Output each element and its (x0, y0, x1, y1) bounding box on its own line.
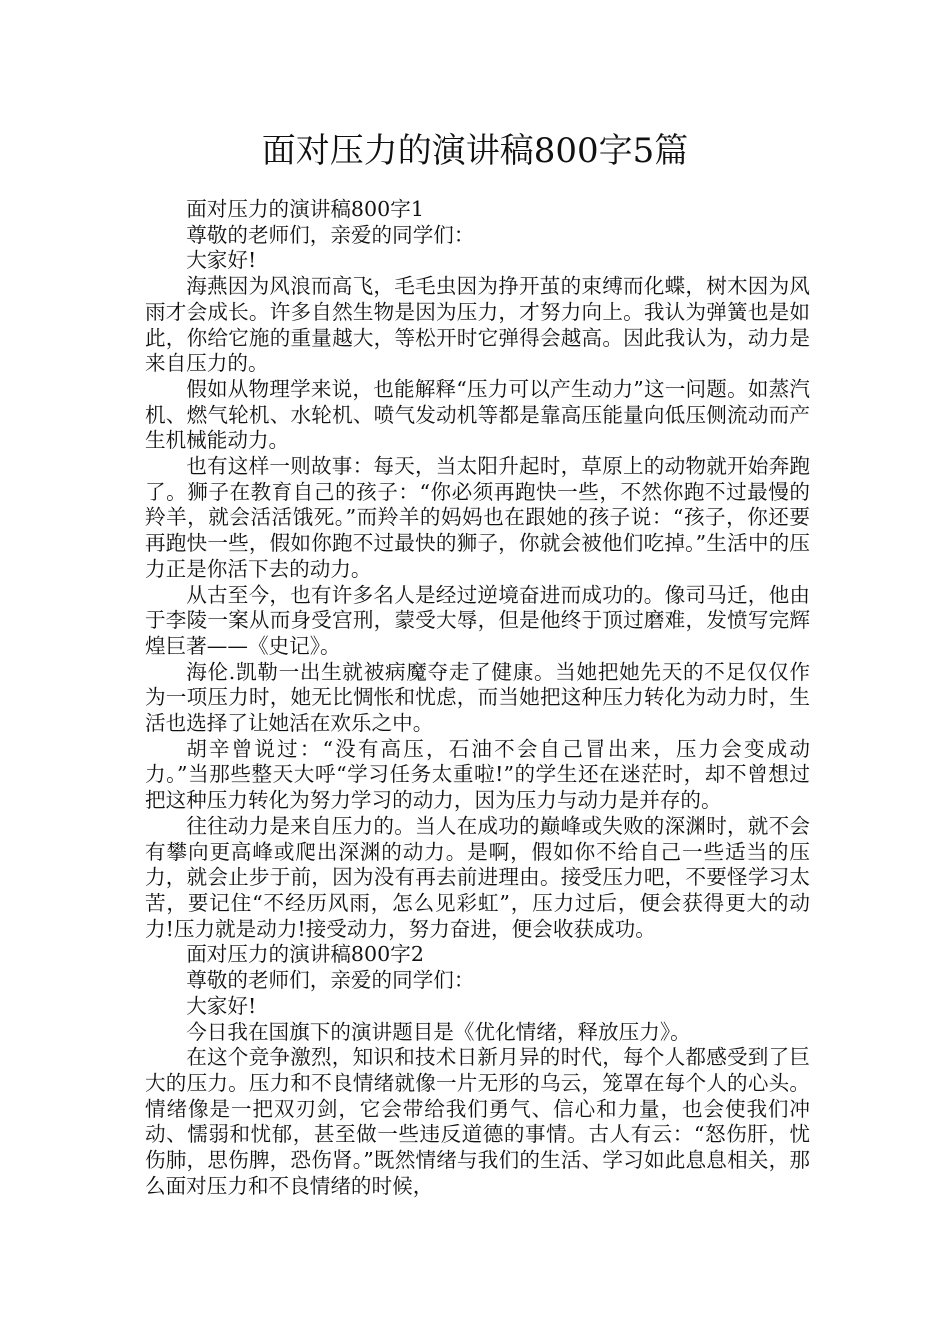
paragraph: 海伦.凯勒一出生就被病魔夺走了健康。当她把她先天的不足仅仅作为一项压力时，她无比惆怅和忧虑，而当她把这种压力转化为动力时，生活也选择了让她活在欢乐之中。 (145, 659, 810, 736)
paragraph: 大家好! (186, 993, 257, 1018)
paragraph: 也有这样一则故事：每天，当太阳升起时，草原上的动物就开始奔跑了。狮子在教育自己的孩子：“你必须再跑快一些，不然你跑不过最慢的羚羊，就会活活饿死。”而羚羊的妈妈也在跟她的孩子说：“孩子，你还要再跑快一些，假如你跑不过最快的狮子，你就会被他们吃掉。”生活中的压力正是你活下去的动力。 (145, 454, 810, 581)
paragraph: 从古至今，也有许多名人是经过逆境奋进而成功的。像司马迁，他由于李陵一案从而身受宫刑，蒙受大辱，但是他终于顶过磨难，发愤写完辉煌巨著——《史记》。 (145, 582, 810, 658)
paragraph: 胡辛曾说过：“没有高压，石油不会自己冒出来，压力会变成动力。”当那些整天大呼“学习任务太重啦!”的学生还在迷茫时，却不曾想过把这种压力转化为努力学习的动力，因为压力与动力是并存的。 (145, 736, 810, 813)
paragraph: 尊敬的老师们，亲爱的同学们： (186, 222, 475, 247)
paragraph: 尊敬的老师们，亲爱的同学们： (186, 968, 475, 993)
document-title: 面对压力的演讲稿800字5篇 (261, 131, 689, 171)
paragraph: 面对压力的演讲稿800字2 (186, 942, 424, 967)
paragraph: 海燕因为风浪而高飞，毛毛虫因为挣开茧的束缚而化蝶，树木因为风雨才会成长。许多自然生物是因为压力，才努力向上。我认为弹簧也是如此，你给它施的重量越大，等松开时它弹得会越高。因此我认为，动力是来自压力的。 (145, 274, 810, 376)
paragraph: 大家好! (186, 248, 257, 273)
paragraph: 今日我在国旗下的演讲题目是《优化情绪，释放压力》。 (186, 1019, 691, 1044)
paragraph: 往往动力是来自压力的。当人在成功的巅峰或失败的深渊时，就不会有攀向更高峰或爬出深渊的动力。是啊，假如你不给自己一些适当的压力，就会止步于前，因为没有再去前进理由。接受压力吧，不要怪学习太苦，要记住“不经历风雨，怎么见彩虹”，压力过后，便会获得更大的动力!压力就是动力!接受动力，努力奋进，便会收获成功。 (145, 813, 810, 941)
document-body (145, 197, 810, 1199)
paragraph: 面对压力的演讲稿800字1 (186, 197, 424, 221)
paragraph: 假如从物理学来说，也能解释“压力可以产生动力”这一问题。如蒸汽机、燃气轮机、水轮机、喷气发动机等都是靠高压能量向低压侧流动而产生机械能动力。 (145, 376, 810, 453)
paragraph: 在这个竞争激烈，知识和技术日新月异的时代，每个人都感受到了巨大的压力。压力和不良情绪就像一片无形的乌云，笼罩在每个人的心头。情绪像是一把双刃剑，它会带给我们勇气、信心和力量，也会使我们冲动、懦弱和忧郁，甚至做一些违反道德的事情。古人有云：“怒伤肝，忧伤肺，思伤脾，恐伤肾。”既然情绪与我们的生活、学习如此息息相关，那么面对压力和不良情绪的时候， (145, 1045, 810, 1198)
